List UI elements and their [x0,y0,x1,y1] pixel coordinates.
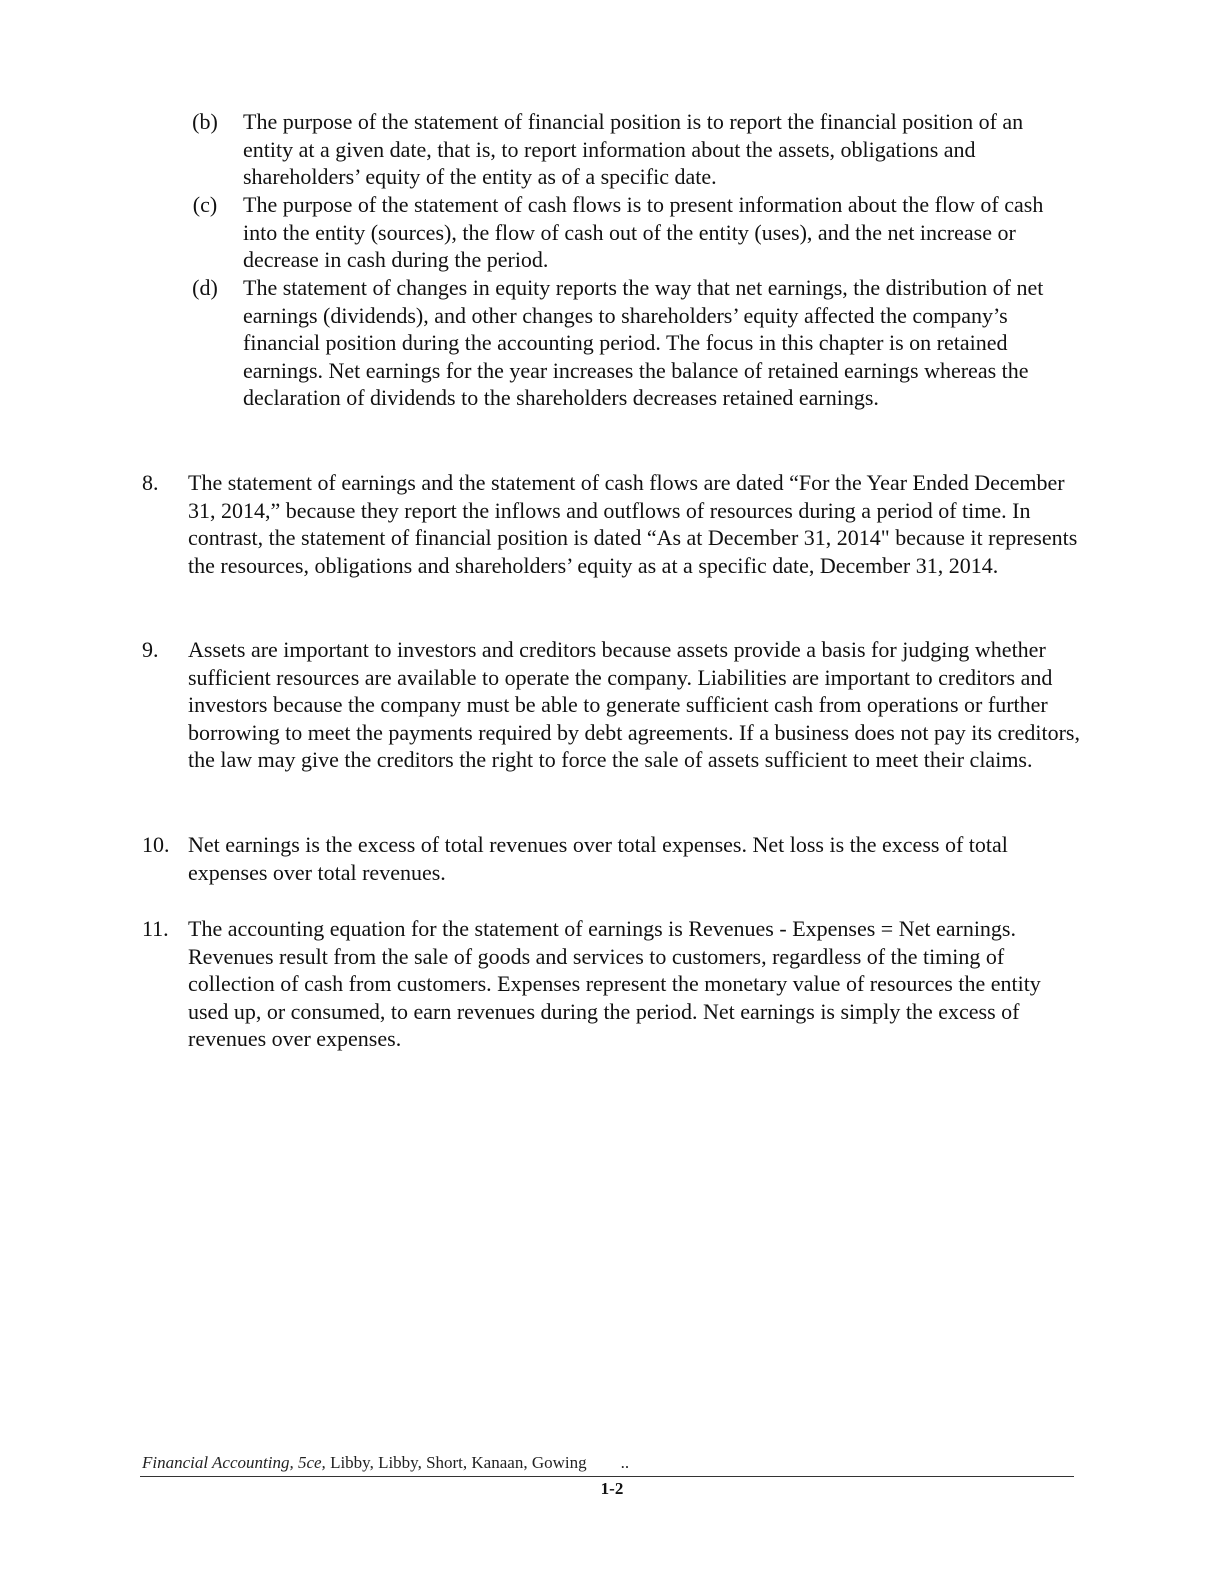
footer-book-title: Financial Accounting, 5ce, [142,1453,326,1472]
item-number: 9. [142,637,159,662]
sub-item-label: (b) [192,109,218,134]
item-number: 8. [142,470,159,495]
item-number: 10. [142,832,170,857]
footer-authors: Libby, Libby, Short, Kanaan, Gowing [325,1453,587,1472]
item-text: Assets are important to investors and creditors because assets provide a basis for judging whether sufficient resources are available to operate the company. Liabilities are important to creditors and investors because the company must be able to generate sufficient cash from operations or further borrowing to meet the payments required by debt agreements. If a business does not pay its creditors, the law may give the creditors the right to force the sale of assets sufficient to meet their claims. [188,637,1080,773]
sub-item-b [180,108,1080,191]
footer-trailing-marks: .. [620,1453,630,1472]
numbered-item-9 [142,636,1082,774]
sub-item-label: (d) [192,275,218,300]
sub-item-c [180,191,1080,274]
footer-divider [140,1476,1074,1477]
footer-citation [142,1453,629,1473]
sub-item-text: The purpose of the statement of financial position is to report the financial position of an entity at a given date, that is, to report information about the assets, obligations and shareholders’ equity of the entity as of a specific date. [243,109,1024,190]
sub-item-label: (c) [192,192,218,217]
item-text: The statement of earnings and the statement of cash flows are dated “For the Year Ended December 31, 2014,” because they report the inflows and outflows of resources during a period of time. In contrast, the statement of financial position is dated “As at December 31, 2014" because it represents the resources, obligations and shareholders’ equity as at a specific date, December 31, 2014. [188,470,1078,578]
sub-item-text: The statement of changes in equity reports the way that net earnings, the distribution of net earnings (dividends), and other changes to shareholders’ equity affected the company’s financial position during the accounting period. The focus in this chapter is on retained earnings. Net earnings for the year increases the balance of retained earnings whereas the declaration of dividends to the shareholders decreases retained earnings. [243,275,1044,411]
numbered-item-10 [142,831,1082,886]
page-number: 1-2 [600,1479,624,1498]
sub-item-text: The purpose of the statement of cash flows is to present information about the flow of cash into the entity (sources), the flow of cash out of the entity (uses), and the net increase or decrease in cash during the period. [243,192,1044,273]
numbered-item-8 [142,469,1082,579]
item-text: Net earnings is the excess of total revenues over total expenses. Net loss is the excess of total expenses over total revenues. [188,832,1008,885]
item-text: The accounting equation for the statement of earnings is Revenues - Expenses = Net earnings. Revenues result from the sale of goods and services to customers, regardless of the timing of collection of cash from customers. Expenses represent the monetary value of resources the entity used up, or consumed, to earn revenues during the period. Net earnings is simply the excess of revenues over expenses. [188,916,1041,1052]
sub-item-d [180,274,1080,412]
numbered-item-11 [142,915,1082,1053]
item-number: 11. [142,916,169,941]
